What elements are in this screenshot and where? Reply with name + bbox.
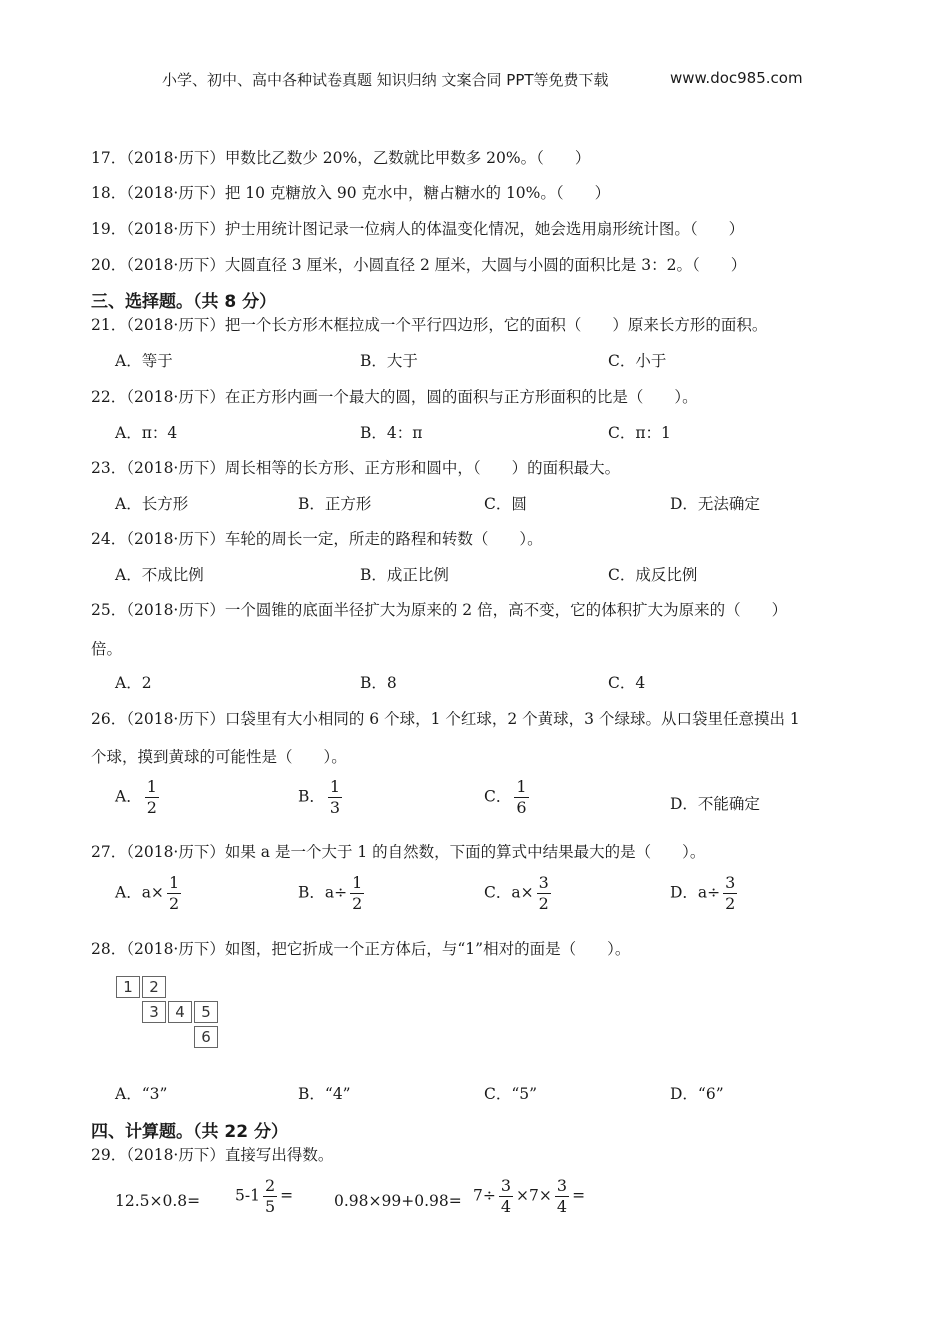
question-26: 26．（2018·历下）口袋里有大小相同的 6 个球，1 个红球，2 个黄球，3 个绿球。从口袋里任意摸出 1 bbox=[91, 710, 800, 728]
q23-option-d: D．无法确定 bbox=[670, 495, 760, 513]
question-17: 17．（2018·历下）甲数比乙数少 20%，乙数就比甲数多 20%。（ ） bbox=[91, 149, 591, 167]
calc-expr-3: 0.98×99+0.98= bbox=[334, 1192, 462, 1210]
question-22: 22．（2018·历下）在正方形内画一个最大的圆，圆的面积与正方形面积的比是（ ）。 bbox=[91, 388, 698, 406]
q21-option-c: C．小于 bbox=[608, 352, 667, 370]
q26-option-b: B． $\frac{1}{3}$ bbox=[298, 777, 341, 817]
question-23: 23．（2018·历下）周长相等的长方形、正方形和圆中，（ ）的面积最大。 bbox=[91, 459, 621, 477]
fraction: $\frac{1}{2}$ bbox=[146, 777, 157, 817]
cube-face-1: 1 bbox=[116, 976, 140, 998]
question-20: 20．（2018·历下）大圆直径 3 厘米，小圆直径 2 厘米，大圆与小圆的面积比是 3：2。（ ） bbox=[91, 256, 747, 274]
cube-face-4: 4 bbox=[168, 1001, 192, 1023]
fraction: $\frac{3}{4}$ bbox=[500, 1176, 512, 1216]
q25-option-a: A．2 bbox=[115, 674, 152, 692]
calc-expr-4: 7÷ $\frac{3}{4}$ ×7× $\frac{3}{4}$ = bbox=[473, 1176, 586, 1216]
question-25-cont: 倍。 bbox=[91, 640, 123, 658]
question-21: 21．（2018·历下）把一个长方形木框拉成一个平行四边形，它的面积（ ）原来长方形的面积。 bbox=[91, 316, 768, 334]
q27-option-b: B．a÷ $\frac{1}{2}$ bbox=[298, 873, 363, 913]
question-19: 19．（2018·历下）护士用统计图记录一位病人的体温变化情况，她会选用扇形统计图。（ ） bbox=[91, 220, 745, 238]
q23-option-a: A．长方形 bbox=[115, 495, 189, 513]
fraction: $\frac{3}{2}$ bbox=[725, 873, 736, 913]
q27-option-c: C．a× $\frac{3}{2}$ bbox=[484, 873, 549, 913]
section-title-choice: 三、选择题。（共 8 分） bbox=[91, 292, 277, 312]
q22-option-c: C．π：1 bbox=[608, 424, 671, 442]
question-29: 29．（2018·历下）直接写出得数。 bbox=[91, 1146, 334, 1164]
question-25: 25．（2018·历下）一个圆锥的底面半径扩大为原来的 2 倍，高不变，它的体积扩大为原来的（ ） bbox=[91, 601, 788, 619]
q27-option-a: A．a× $\frac{1}{2}$ bbox=[115, 873, 180, 913]
q21-option-b: B．大于 bbox=[360, 352, 418, 370]
fraction: $\frac{3}{4}$ bbox=[556, 1176, 568, 1216]
calc-expr-1: 12.5×0.8= bbox=[115, 1192, 201, 1210]
q26-option-d: D．不能确定 bbox=[670, 795, 760, 813]
fraction: $\frac{2}{5}$ bbox=[264, 1176, 276, 1216]
q26-option-c: C． $\frac{1}{6}$ bbox=[484, 777, 527, 817]
q28-option-a: A．“3” bbox=[115, 1085, 168, 1103]
header-text: 小学、初中、高中各种试卷真题 知识归纳 文案合同 PPT等免费下载 bbox=[162, 71, 609, 89]
q22-option-a: A．π：4 bbox=[115, 424, 178, 442]
fraction: $\frac{1}{2}$ bbox=[168, 873, 180, 913]
q22-option-b: B．4：π bbox=[360, 424, 423, 442]
fraction: $\frac{1}{6}$ bbox=[516, 777, 527, 817]
fraction: $\frac{1}{3}$ bbox=[329, 777, 341, 817]
q27-option-d: D．a÷ $\frac{3}{2}$ bbox=[670, 873, 736, 913]
cube-net-figure bbox=[116, 976, 226, 1052]
question-18: 18．（2018·历下）把 10 克糖放入 90 克水中，糖占糖水的 10%。（ ） bbox=[91, 184, 611, 202]
q24-option-c: C．成反比例 bbox=[608, 566, 698, 584]
cube-face-6: 6 bbox=[194, 1026, 218, 1048]
question-24: 24．（2018·历下）车轮的周长一定，所走的路程和转数（ ）。 bbox=[91, 530, 543, 548]
cube-face-2: 2 bbox=[142, 976, 166, 998]
q28-option-b: B．“4” bbox=[298, 1085, 351, 1103]
question-27: 27．（2018·历下）如果 a 是一个大于 1 的自然数，下面的算式中结果最大的是（ ）。 bbox=[91, 843, 706, 861]
fraction: $\frac{3}{2}$ bbox=[538, 873, 549, 913]
fraction: $\frac{1}{2}$ bbox=[352, 873, 363, 913]
cube-face-5: 5 bbox=[194, 1001, 218, 1023]
q24-option-b: B．成正比例 bbox=[360, 566, 449, 584]
q26-option-a: A． $\frac{1}{2}$ bbox=[115, 777, 157, 817]
q24-option-a: A．不成比例 bbox=[115, 566, 204, 584]
q21-option-a: A．等于 bbox=[115, 352, 173, 370]
q28-option-c: C．“5” bbox=[484, 1085, 538, 1103]
q23-option-b: B．正方形 bbox=[298, 495, 372, 513]
section-title-calc: 四、计算题。（共 22 分） bbox=[91, 1122, 288, 1142]
q23-option-c: C．圆 bbox=[484, 495, 527, 513]
q25-option-c: C．4 bbox=[608, 674, 646, 692]
calc-expr-2: 5-1 $\frac{2}{5}$ = bbox=[235, 1176, 294, 1216]
question-26-cont: 个球，摸到黄球的可能性是（ ）。 bbox=[91, 748, 347, 766]
cube-face-3: 3 bbox=[142, 1001, 166, 1023]
question-28: 28．（2018·历下）如图，把它折成一个正方体后，与“1”相对的面是（ ）。 bbox=[91, 940, 631, 958]
q25-option-b: B．8 bbox=[360, 674, 397, 692]
q28-option-d: D．“6” bbox=[670, 1085, 724, 1103]
header-url: www.doc985.com bbox=[670, 69, 803, 87]
